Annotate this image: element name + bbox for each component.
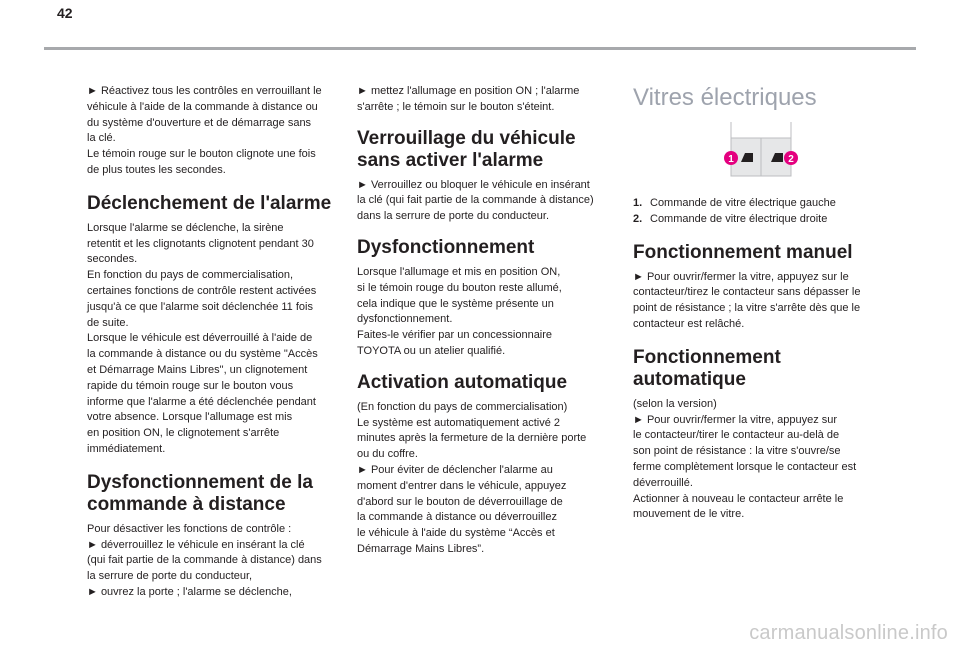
text-line: contacteur est relâché. — [633, 317, 745, 330]
text-line: Lorsque l'allumage et mis en position ON, — [357, 265, 561, 278]
text-line: Dysfonctionnement — [357, 236, 535, 258]
text-line: d'abord sur le bouton de déverrouillage de — [357, 495, 563, 508]
text-line: ► mettez l'allumage en position ON ; l'alarme — [357, 85, 580, 97]
text-line: contacteur/tirez le contacteur sans dépasser le — [633, 286, 861, 299]
text-line: votre absence. Lorsque l'allumage est mis — [87, 411, 293, 424]
legend-number: 2. — [633, 212, 643, 225]
text-line: ► déverrouillez le véhicule en insérant la clé — [87, 538, 305, 551]
text-line: minutes après la fermeture de la dernière porte — [357, 432, 587, 445]
text-line: ou du coffre. — [357, 448, 418, 461]
left-intro — [87, 84, 342, 179]
text-line: Le témoin rouge sur le bouton clignote une fois — [87, 148, 316, 161]
text-line: Le système est automatiquement activé 2 — [357, 416, 560, 429]
text-line: Lorsque l'alarme se déclenche, la sirène — [87, 221, 284, 234]
text-line: Fonctionnement manuel — [633, 241, 853, 263]
section-body-malfunction — [357, 265, 612, 360]
middle-intro — [357, 84, 612, 116]
section-body-alarm-triggered — [87, 221, 342, 458]
text-line: de suite. — [87, 316, 129, 329]
section-body-lock-without-alarm — [357, 178, 612, 225]
page-number: 42 — [57, 5, 73, 21]
window-switch-figure — [633, 122, 888, 186]
text-line: secondes. — [87, 253, 138, 266]
text-line: Dysfonctionnement de la — [87, 471, 313, 493]
text-line: (qui fait partie de la commande à distance) dans — [87, 554, 322, 567]
figure-legend — [633, 196, 888, 228]
text-line: certaines fonctions de contrôle restent activées — [87, 284, 317, 297]
footer-watermark: carmanualsonline.info — [749, 622, 948, 644]
text-line: dysfonctionnement. — [357, 313, 453, 326]
right-column — [633, 82, 888, 523]
text-line: moment d'entrer dans le véhicule, appuyez — [357, 479, 567, 492]
text-line: son point de résistance : la vitre s'ouvre/se — [633, 445, 841, 458]
section-title-malfunction — [357, 237, 612, 259]
text-line: Lorsque le véhicule est déverrouillé à l'aide de — [87, 332, 313, 345]
text-line: rapide du témoin rouge sur le bouton vous — [87, 379, 294, 392]
callout-2-label: 2 — [788, 154, 794, 165]
text-line: immédiatement. — [87, 442, 166, 455]
text-line: Verrouillage du véhicule — [357, 127, 576, 149]
text-line: Faites-le vérifier par un concessionnaire — [357, 329, 553, 342]
text-line: ► Pour éviter de déclencher l'alarme au — [357, 463, 553, 476]
text-line: ► Réactivez tous les contrôles en verrouillant le — [87, 85, 322, 97]
text-line: Activation automatique — [357, 371, 568, 393]
text-line: véhicule à l'aide de la commande à distance ou — [87, 100, 318, 113]
text-line: ► Pour ouvrir/fermer la vitre, appuyez sur le — [633, 270, 849, 283]
text-line: de plus toutes les secondes. — [87, 163, 226, 176]
text-line: ► ouvrez la porte ; l'alarme se déclenche, — [87, 585, 292, 598]
header-rule — [44, 47, 916, 50]
text-line: Pour désactiver les fonctions de contrôle : — [87, 522, 292, 535]
section-body-manual-operation — [633, 270, 888, 333]
text-line: si le témoin rouge du bouton reste allumé, — [357, 281, 562, 294]
text-line: le véhicule à l'aide du système “Accès et — [357, 527, 555, 540]
section-title-auto-activation — [357, 372, 612, 394]
text-line: (En fonction du pays de commercialisation) — [357, 400, 568, 413]
text-line: Déclenchement de l'alarme — [87, 192, 332, 214]
text-line: (selon la version) — [633, 397, 717, 410]
text-line: cela indique que le système présente un — [357, 297, 554, 310]
text-line: et Démarrage Mains Libres", un clignotement — [87, 363, 308, 376]
text-line: la commande à distance ou du système "Accès — [87, 348, 318, 361]
text-line: la commande à distance ou déverrouillez — [357, 511, 557, 524]
text-line: ► Verrouillez ou bloquer le véhicule en insérant — [357, 178, 590, 191]
text-line: En fonction du pays de commercialisation, — [87, 269, 294, 282]
text-line: Actionner à nouveau le contacteur arrête le — [633, 492, 844, 505]
legend-item — [633, 212, 888, 228]
text-line: s'arrête ; le témoin sur le bouton s'éteint. — [357, 100, 555, 113]
chapter-title: Vitres électriques — [633, 84, 817, 111]
window-switch-illustration — [633, 122, 888, 186]
text-line: ► Pour ouvrir/fermer la vitre, appuyez sur — [633, 413, 838, 426]
section-body-auto-activation — [357, 400, 612, 558]
text-line: ferme complètement lorsque le contacteur est — [633, 460, 857, 473]
section-title-lock-without-alarm — [357, 128, 612, 172]
text-line: la serrure de porte du conducteur, — [87, 570, 253, 583]
text-line: le contacteur/tirer le contacteur au-delà de — [633, 429, 840, 442]
text-line: déverrouillé. — [633, 476, 693, 489]
text-line: Fonctionnement — [633, 346, 781, 368]
section-body-auto-operation — [633, 397, 888, 523]
text-line: point de résistance ; la vitre s'arrête dès que le — [633, 302, 861, 315]
text-line: la clé. — [87, 132, 116, 145]
middle-column — [357, 84, 612, 558]
text-line: automatique — [633, 368, 746, 390]
text-line: retentit et les clignotants clignotent pendant 30 — [87, 237, 314, 250]
section-title-remote-malfunction — [87, 472, 342, 516]
section-title-manual-operation — [633, 242, 888, 264]
section-title-auto-operation — [633, 347, 888, 391]
callout-1-label: 1 — [728, 154, 734, 165]
text-line: commande à distance — [87, 493, 286, 515]
left-column — [87, 84, 342, 601]
legend-text: Commande de vitre électrique droite — [650, 212, 828, 225]
legend-item — [633, 196, 888, 212]
text-line: jusqu'à ce que l'alarme soit déclenchée 11 fois — [87, 300, 313, 313]
text-line: mouvement de le vitre. — [633, 508, 745, 521]
legend-text: Commande de vitre électrique gauche — [650, 197, 836, 209]
text-line: dans la serrure de porte du conducteur. — [357, 210, 550, 223]
text-line: Démarrage Mains Libres”. — [357, 542, 485, 555]
legend-number: 1. — [633, 197, 643, 209]
text-line: TOYOTA ou un atelier qualifié. — [357, 344, 506, 357]
text-line: en position ON, le clignotement s'arrête — [87, 427, 280, 440]
text-line: sans activer l'alarme — [357, 149, 544, 171]
section-body-remote-malfunction — [87, 522, 342, 601]
text-line: du système d'ouverture et de démarrage sans — [87, 116, 312, 129]
section-title-alarm-triggered — [87, 193, 342, 215]
text-line: la clé (qui fait partie de la commande à distance) — [357, 194, 594, 207]
text-line: informe que l'alarme a été déclenchée pendant — [87, 395, 316, 408]
